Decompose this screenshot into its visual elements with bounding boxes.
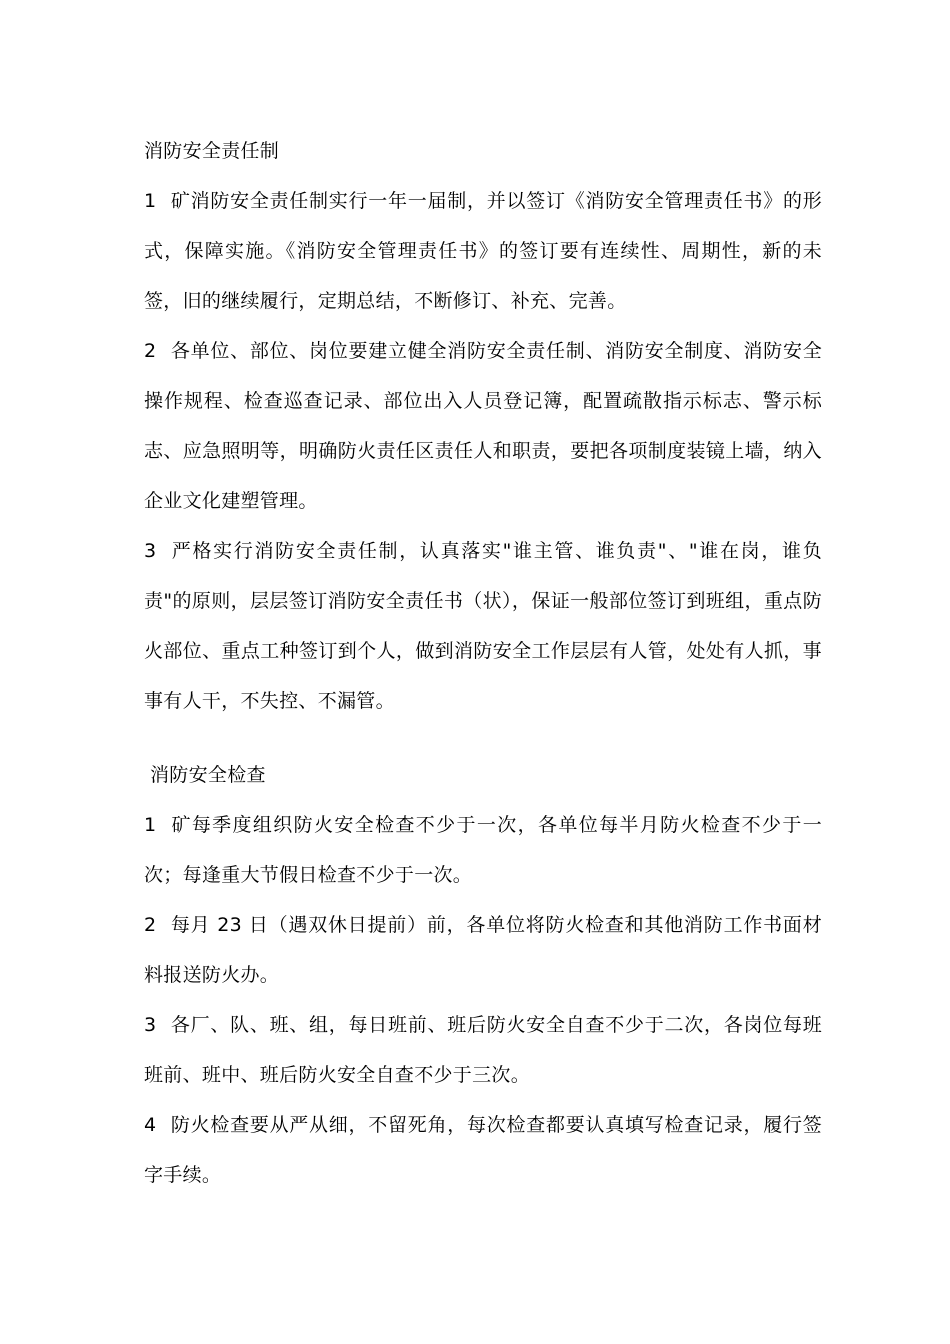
paragraph-number: 3 — [144, 540, 157, 562]
paragraph-text: 各厂、队、班、组，每日班前、班后防火安全自查不少于二次，各岗位每班班前、班中、班后防火安全自查不少于三次。 — [144, 1014, 822, 1086]
paragraph-number: 3 — [144, 1014, 157, 1036]
paragraph-text: 严格实行消防安全责任制，认真落实"谁主管、谁负责"、"谁在岗，谁负责"的原则，层层签订消防安全责任书（状），保证一般部位签订到班组，重点防火部位、重点工种签订到个人，做到消防安全工作层层有人管，处处有人抓，事事有人干，不失控、不漏管。 — [144, 540, 822, 712]
section-title-inspection: 消防安全检查 — [150, 764, 266, 786]
paragraph-text: 防火检查要从严从细，不留死角，每次检查都要认真填写检查记录，履行签字手续。 — [144, 1114, 822, 1186]
paragraph-number: 1 — [144, 190, 157, 212]
paragraph-inspection-1 — [144, 800, 822, 900]
paragraph-text: 矿每季度组织防火安全检查不少于一次，各单位每半月防火检查不少于一次；每逢重大节假日检查不少于一次。 — [144, 814, 822, 886]
paragraph-text: 每月 23 日（遇双休日提前）前，各单位将防火检查和其他消防工作书面材料报送防火办。 — [144, 914, 822, 986]
paragraph-text: 矿消防安全责任制实行一年一届制，并以签订《消防安全管理责任书》的形式，保障实施。《消防安全管理责任书》的签订要有连续性、周期性，新的未签，旧的继续履行，定期总结，不断修订、补充、完善。 — [144, 190, 822, 312]
paragraph-text: 各单位、部位、岗位要建立健全消防安全责任制、消防安全制度、消防安全操作规程、检查巡查记录、部位出入人员登记簿，配置疏散指示标志、警示标志、应急照明等，明确防火责任区责任人和职责，要把各项制度装镜上墙，纳入企业文化建塑管理。 — [144, 340, 822, 512]
paragraph-responsibility-1 — [144, 176, 822, 326]
paragraph-number: 4 — [144, 1114, 157, 1136]
paragraph-number: 2 — [144, 914, 157, 936]
paragraph-number: 2 — [144, 340, 157, 362]
paragraph-number: 1 — [144, 814, 157, 836]
document-body — [144, 126, 822, 1200]
paragraph-inspection-2 — [144, 900, 822, 1000]
paragraph-inspection-3 — [144, 1000, 822, 1100]
section-title-responsibility: 消防安全责任制 — [144, 140, 280, 162]
paragraph-inspection-4 — [144, 1100, 822, 1200]
paragraph-responsibility-2 — [144, 326, 822, 526]
paragraph-responsibility-3 — [144, 526, 822, 726]
